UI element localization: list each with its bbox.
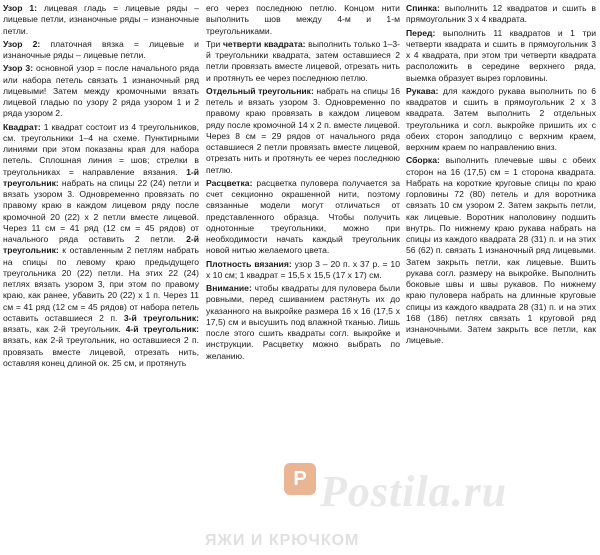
paragraph-uzor-1: Узор 1: лицевая гладь = лицевые ряды – лицевые петли, изнаночные ряды – изнаночные петли. [3, 3, 199, 36]
paragraph-back: Спинка: выполнить 12 квадратов и сшить в прямоугольник 3 х 4 квадрата. [406, 3, 596, 25]
paragraph-attention: Внимание: чтобы квадраты для пуловера были ровными, перед сшиванием растянуть их до указанного на выкройке размера 16 х 16 (17,5 х 17,5) см и высушить под влажной тканью. Лишь после этого сшить квадраты согл. выкройке и инструкции. Расцветку можно выбрать по желанию. [206, 283, 400, 361]
paragraph-separate-triangle: Отдельный треугольник: набрать на спицы 16 петель и вязать узором 3. Одновременно по правому краю провязать в каждом лицевом ряду после кромочной 14 х 2 п. вместе лицевой. Через 8 см = 29 рядов от начального ряда оставшиеся 2 петли провязать вместе лицевой, отрезать нить и протянуть ее через последнюю петлю. [206, 85, 400, 175]
paragraph-uzor-3: Узор 3: основной узор = после начального ряда или набора петель связать 1 изнаночный ряд лицевыми! Затем между кромочными вязать лицевой гладью по узору 2 ряда узором 1 и 2 ряда узором 2. [3, 63, 199, 119]
column-3 [406, 3, 596, 349]
paragraph-front: Перед: выполнить 11 квадратов и 1 три четверти квадрата и сшить в прямоугольник 3 х 4 квадрата, при этом три четверти квадрата расположить в середине верхнего ряда, выемка образует вырез горловины. [406, 27, 596, 83]
paragraph-uzor-2: Узор 2: платочная вязка = лицевые и изнаночные ряды – лицевые петли. [3, 38, 199, 60]
watermark-text: Postila.ru [320, 467, 508, 516]
column-2 [206, 3, 400, 364]
paragraph-sleeves: Рукава: для каждого рукава выполнить по 6 квадратов и сшить в прямоугольник 2 х 3 квадрата. Затем выполнить 2 отдельных треугольника и согл. выкройке пришить их с обеих сторон заподлицо с верхним краем, верхним краем по направлению вниз. [406, 85, 596, 152]
paragraph-continuation: его через последнюю петлю. Концом нити выполнить шов между 4-м и 1-м треугольниками. [206, 3, 400, 36]
paragraph-kvadrat: Квадрат: 1 квадрат состоит из 4 треугольников, см. треугольники 1–4 на схеме. Пунктирными линиями при этом показаны края для набора петель. Сплошная линия = шов; стрелки в треугольниках = направление вязания. 1-й треугольник: набрать на спицы 22 (24) петли и вязать узором 3. Одновременно провязать по правому краю в каждом лицевом ряду после кромочной 20 (22) х 2 петли вместе лицевой. Через 11 см = 41 ряд (12 см = 45 рядов) от начального ряда оставить 2 петли. 2-й треугольник: к оставленным 2 петлям набрать на спицы по левому краю предыдущего треугольника 20 (22) петли. На этих 22 (24) петлях вязать узором 3, при этом по правому краю, как ранее, убавить 20 (22) х 1 п. Через 11 см = 41 ряд (12 см = 45 рядов) от набора петель оставить оставшиеся 2 п. 3-й треугольник: вязать, как 2-й треугольник. 4-й треугольник: вязать, как 2-й треугольник, но оставшиеся 2 п. провязать вместе лицевой, отрезать нить, оставляя конец длиной ок. 25 см, и протянуть [3, 121, 199, 368]
column-1 [3, 3, 199, 371]
paragraph-density: Плотность вязания: узор 3 – 20 п. х 37 р. = 10 х 10 см; 1 квадрат = 15,5 х 15,5 (17 х 17) см. [206, 258, 400, 280]
paragraph-coloring: Расцветка: расцветка пуловера получается за счет секционно окрашенной нити, поэтому связанные модели могут отличаться от представленного образца. Чтобы получить однотонные треугольники, можно при необходимости начать каждый треугольник новой нитью желаемого цвета. [206, 177, 400, 256]
paragraph-three-quarters: Три четверти квадрата: выполнить только 1–3-й треугольники квадрата, затем оставшиеся 2 петли провязать вместе лицевой, отрезать нить и протянуть ее через последнюю петлю. [206, 38, 400, 83]
watermark-logo-icon: P [284, 463, 316, 495]
watermark-subtext: ЯЖИ И КРЮЧКОМ [205, 532, 360, 549]
paragraph-assembly: Сборка: выполнить плечевые швы с обеих сторон на 16 (17,5) см = 1 сторона квадрата. Набрать на короткие круговые спицы по краю горловины 72 (80) петель и для воротника связать 10 см узором 2. Затем закрыть петли, как лицевые. Воротник наполовину подшить внутрь. По нижнему краю рукава набрать на спицы из каждого квадрата 28 (31) п. и на этих 56 (62) п. связать 1 изнаночный ряд лицевыми. Затем закрыть петли, как лицевые. Вшить рукава согл. размеру на выкройке. Выполнить боковые швы и швы рукавов. По нижнему краю пуловера набрать на длинные круговые спицы из каждого квадрата 28 (31) п. и на этих 168 (186) петлях связать 1 круговой ряд изнаночными. Затем закрыть все петли, как лицевые. [406, 155, 596, 346]
